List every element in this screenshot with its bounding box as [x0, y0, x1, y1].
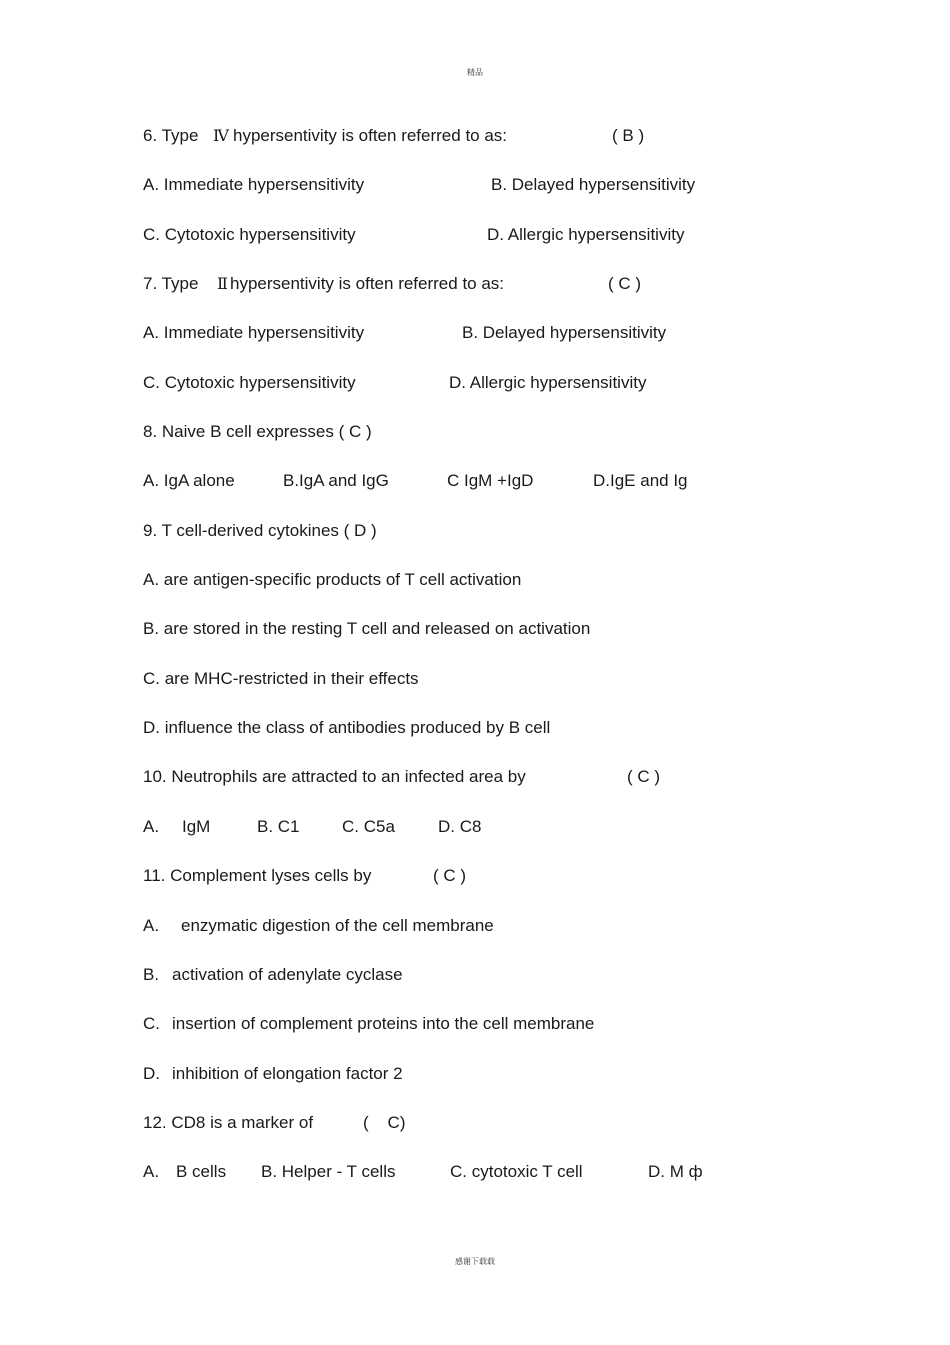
- question-11-option-b-label: B.: [143, 965, 160, 984]
- question-8-option-d: D.IgE and Ig: [593, 471, 688, 490]
- question-11-option-c-text: insertion of complement proteins into the cell membrane: [172, 1014, 595, 1033]
- page-header: 精品: [467, 68, 483, 77]
- question-11-option-d-text: inhibition of elongation factor 2: [172, 1064, 403, 1083]
- question-9-option-a-text: A. are antigen-specific products of T cell activation: [143, 570, 522, 589]
- question-10-answer: ( C ): [627, 767, 661, 786]
- question-6-option-a: A. Immediate hypersensitivity: [143, 175, 365, 194]
- question-11-option-a-text: enzymatic digestion of the cell membrane: [181, 916, 494, 935]
- question-6-option-b: B. Delayed hypersensitivity: [491, 175, 696, 194]
- question-9-stem-text: 9. T cell-derived cytokines ( D ): [143, 521, 377, 540]
- question-8-option-c: C IgM +IgD: [447, 471, 534, 490]
- question-11-option-a-label: A.: [143, 916, 160, 935]
- question-7-stem-pre: 7. Type: [143, 274, 199, 293]
- question-12-stem-text: 12. CD8 is a marker of: [143, 1113, 314, 1132]
- question-6-stem-post: hypersentivity is often referred to as:: [233, 126, 508, 145]
- question-11-answer: ( C ): [433, 866, 467, 885]
- question-12-option-a: B cells: [176, 1162, 227, 1181]
- question-6-roman-numeral: Ⅳ: [213, 126, 229, 145]
- question-10-option-a: IgM: [182, 817, 211, 836]
- question-10-option-a-label: A.: [143, 817, 160, 836]
- question-12-option-d: D. M ф: [648, 1162, 703, 1181]
- question-9-option-c-text: C. are MHC-restricted in their effects: [143, 669, 419, 688]
- question-11-option-b-text: activation of adenylate cyclase: [172, 965, 403, 984]
- question-7-option-c: C. Cytotoxic hypersensitivity: [143, 373, 356, 392]
- question-9-option-b-text: B. are stored in the resting T cell and released on activation: [143, 619, 591, 638]
- question-11-option-c-label: C.: [143, 1014, 160, 1033]
- question-11-stem-text: 11. Complement lyses cells by: [143, 866, 372, 885]
- question-7-option-b: B. Delayed hypersensitivity: [462, 323, 667, 342]
- question-10-option-c: C. C5a: [342, 817, 395, 836]
- question-12-option-c: C. cytotoxic T cell: [450, 1162, 583, 1181]
- question-12-answer: ( C): [363, 1113, 406, 1132]
- question-6-stem-pre: 6. Type: [143, 126, 199, 145]
- question-10-option-d: D. C8: [438, 817, 482, 836]
- question-7-answer: ( C ): [608, 274, 642, 293]
- question-8-option-a: A. IgA alone: [143, 471, 235, 490]
- page-footer: 感谢下载载: [455, 1257, 495, 1266]
- question-10-option-b: B. C1: [257, 817, 300, 836]
- question-6-option-c: C. Cytotoxic hypersensitivity: [143, 225, 356, 244]
- question-10-stem-text: 10. Neutrophils are attracted to an infected area by: [143, 767, 526, 786]
- question-7-roman-numeral: Ⅱ: [217, 274, 228, 293]
- question-6-option-d: D. Allergic hypersensitivity: [487, 225, 685, 244]
- question-7-option-a: A. Immediate hypersensitivity: [143, 323, 365, 342]
- question-7-option-d: D. Allergic hypersensitivity: [449, 373, 647, 392]
- question-9-option-d-text: D. influence the class of antibodies produced by B cell: [143, 718, 551, 737]
- question-8-stem-text: 8. Naive B cell expresses ( C ): [143, 422, 372, 441]
- question-7-stem-post: hypersentivity is often referred to as:: [230, 274, 505, 293]
- question-11-option-d-label: D.: [143, 1064, 160, 1083]
- question-6-answer: ( B ): [612, 126, 645, 145]
- question-8-option-b: B.IgA and IgG: [283, 471, 389, 490]
- question-12-option-b: B. Helper - T cells: [261, 1162, 396, 1181]
- question-12-option-a-label: A.: [143, 1162, 160, 1181]
